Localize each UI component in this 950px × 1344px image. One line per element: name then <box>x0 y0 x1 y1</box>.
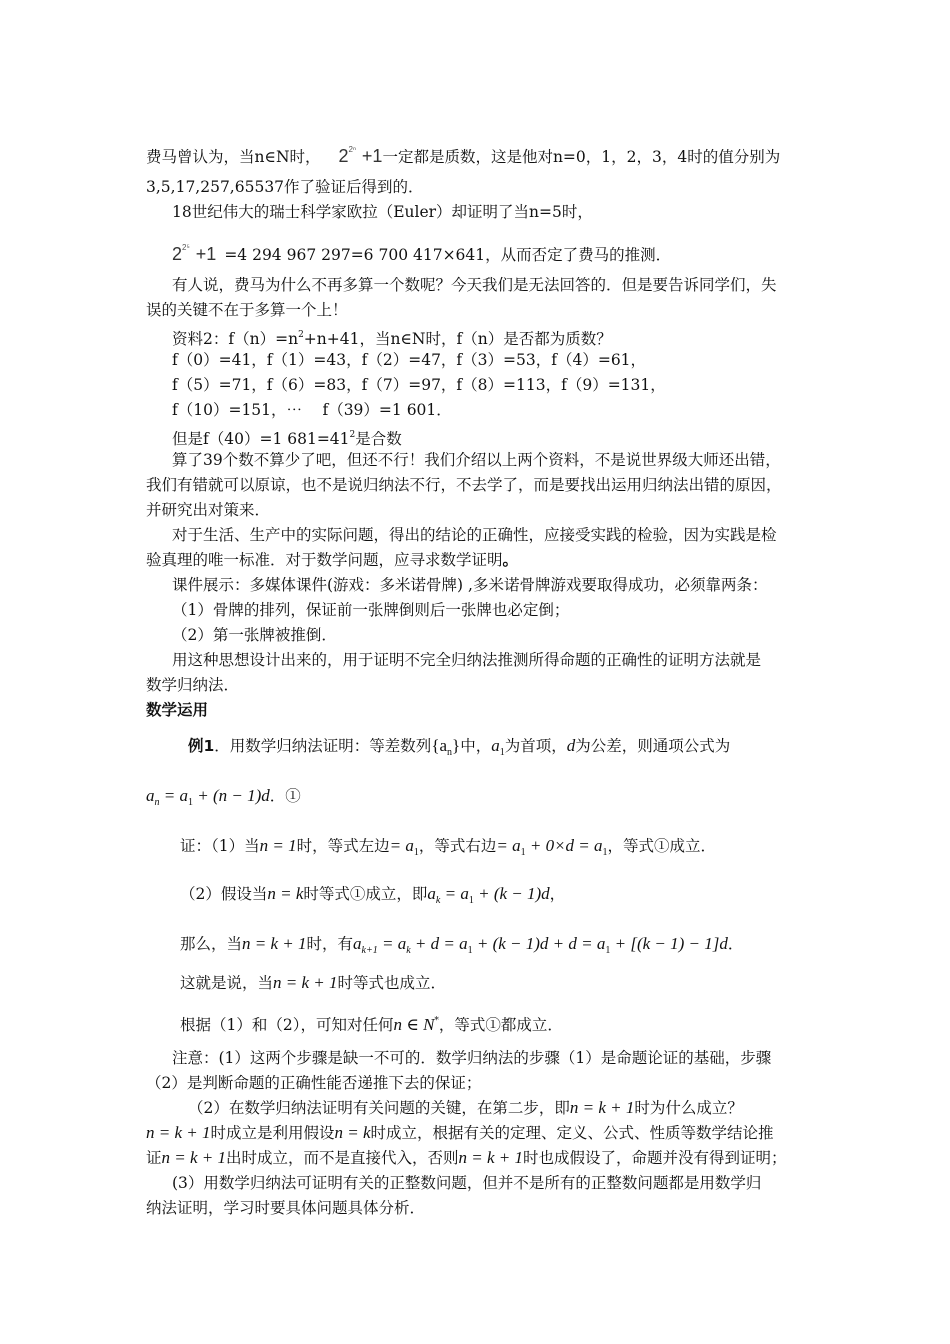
math: + d = a <box>410 934 468 953</box>
subscript: 1 <box>467 945 473 956</box>
plus-one: +1 <box>361 146 383 166</box>
subscript: 1 <box>413 847 419 858</box>
text: ，等式右边 <box>418 837 497 855</box>
proof-step-2 <box>180 884 565 911</box>
math: n = 1 <box>259 836 297 855</box>
composite-note <box>172 425 402 449</box>
text: +n+41，当n∈N时，f（n）是否都为质数？ <box>303 330 612 348</box>
text: 时等式①成立，即 <box>303 885 428 903</box>
text: （2）在数学归纳法证明有关问题的关键，在第二步，即 <box>188 1099 570 1117</box>
paragraph-practice-cont <box>146 550 518 570</box>
subscript: 1 <box>605 945 611 956</box>
domino-condition-2: （2）第一张牌被推倒． <box>172 626 337 644</box>
paragraph-induction: 用这种思想设计出来的，用于证明不完全归纳法推测所得命题的正确性的证明方法就是 <box>172 651 762 669</box>
note-1-cont: （2）是判断命题的正确性能否递推下去的保证； <box>146 1074 482 1092</box>
text: 时为什么成立？ <box>634 1099 743 1117</box>
paragraph-practice: 对于生活、生产中的实际问题，得出的结论的正确性，应接受实践的检验，因为实践是检 <box>172 526 777 544</box>
math: n = k + 1 <box>146 1123 211 1142</box>
power-exponent: 2ⁿ <box>348 145 356 154</box>
text: ． <box>727 935 744 953</box>
text: ，等式①都成立． <box>438 1016 563 1034</box>
subscript: 1 <box>468 895 474 906</box>
text: ．① <box>269 787 301 805</box>
text: 时也成假设了，命题并没有得到证明； <box>523 1149 787 1167</box>
math: n = k + 1 <box>273 973 338 992</box>
paragraph-euler-formula <box>172 238 671 265</box>
math: = a <box>496 836 521 855</box>
proof-conclusion <box>180 1011 563 1035</box>
subscript: n <box>447 747 453 758</box>
text: ，等式①成立． <box>607 837 717 855</box>
math: = a <box>389 836 414 855</box>
math: + (n − 1)d <box>192 786 270 805</box>
paragraph-remark: 有人说，费马为什么不再多算一个数呢？今天我们是无法回答的．但是要告诉同学们，失 <box>172 276 777 294</box>
math: + (k − 1)d + d = a <box>472 934 606 953</box>
math: n = k + 1 <box>161 1148 227 1167</box>
example-label: 例1 <box>188 737 215 755</box>
text: 一定都是质数，这是他对n=0，1，2，3，4时的值分别为 <box>382 148 781 166</box>
note-3: (3）用数学归纳法可证明有关的正整数问题，但并不是所有的正整数问题都是用数学归 <box>172 1174 762 1192</box>
text: 是合数 <box>355 430 402 448</box>
subscript: k <box>435 895 441 906</box>
values-row-1: f（0）=41，f（1）=43，f（2）=47，f（3）=53，f（4）=61， <box>172 351 647 369</box>
subscript: 1 <box>602 847 608 858</box>
power-exponent: 2⁵ <box>182 243 190 252</box>
text: 时等式也成立． <box>337 974 447 992</box>
text: 出时成立，而不是直接代入，否则 <box>226 1149 459 1167</box>
subscript: 1 <box>499 747 505 758</box>
subscript: 1 <box>520 847 526 858</box>
domino-condition-1: （1）骨牌的排列，保证前一张牌倒则后一张牌也必定倒； <box>172 601 570 619</box>
math: = a <box>440 884 469 903</box>
math: + [(k − 1) − 1]d <box>610 934 728 953</box>
math: a <box>146 786 155 805</box>
math: + (k − 1)d <box>473 884 550 903</box>
text: =4 294 967 297=6 700 417×641，从而否定了费马的推测． <box>224 246 672 264</box>
text: 费马曾认为，当n∈N时， <box>146 148 321 166</box>
math: + 0×d = a <box>525 836 603 855</box>
superscript: 2 <box>349 430 356 440</box>
text: ．用数学归纳法证明：等差数列 <box>214 737 432 755</box>
section-title: 数学运用 <box>146 701 209 719</box>
note-1: 注意：(1）这两个步骤是缺一不可的．数学归纳法的步骤（1）是命题论证的基础，步骤 <box>172 1049 772 1067</box>
formula-general-term <box>146 786 301 813</box>
math: n = k <box>334 1123 371 1142</box>
math: = a <box>159 786 188 805</box>
proof-step-4 <box>180 973 446 993</box>
text: 为公差，则通项公式为 <box>575 737 731 755</box>
paragraph-remark-cont: 误的关键不在于多算一个上！ <box>146 301 348 319</box>
text: 根据（1）和（2），可知对任何 <box>180 1016 394 1034</box>
subscript: k <box>406 945 411 956</box>
paragraph-39-cont: 我们有错就可以原谅，也不是说归纳法不行，不去学了，而是要找出运用归纳法出错的原因， <box>146 476 782 494</box>
text: ， <box>549 885 566 903</box>
note-2-cont <box>146 1148 787 1168</box>
math: = a <box>377 934 407 953</box>
math: d <box>566 736 576 755</box>
math: a <box>491 736 500 755</box>
courseware-display: 课件展示：多媒体课件(游戏：多米诺骨牌) ,多米诺骨牌游戏要取得成功，必须靠两条： <box>172 576 768 594</box>
subscript: n <box>154 797 160 808</box>
paragraph-euler: 18世纪伟大的瑞士科学家欧拉（Euler）却证明了当n=5时， <box>172 203 593 221</box>
note-3-cont: 纳法证明，学习时要具体问题具体分析． <box>146 1199 426 1217</box>
math: n = k <box>267 884 304 903</box>
math: n = k + 1 <box>242 934 307 953</box>
text: 证 <box>146 1149 162 1167</box>
math: {a <box>431 736 448 755</box>
note-2-cont <box>146 1123 774 1143</box>
paragraph-fermat <box>146 140 780 167</box>
power-base: 2 <box>172 244 183 264</box>
paragraph-induction-cont: 数学归纳法． <box>146 676 240 694</box>
plus-one: +1 <box>195 244 217 264</box>
power-base: 2 <box>338 146 349 166</box>
superscript: 2 <box>298 330 304 340</box>
text: 时，有 <box>306 935 354 953</box>
proof-step-1 <box>180 836 716 863</box>
text: 时成立是利用假设 <box>210 1124 335 1142</box>
note-2 <box>188 1098 743 1118</box>
text: 这就是说，当 <box>180 974 274 992</box>
text: 时成立，根据有关的定理、定义、公式、性质等数学结论推 <box>370 1124 774 1142</box>
values-row-2: f（5）=71，f（6）=83，f（7）=97，f（8）=113，f（9）=131， <box>172 376 666 394</box>
math: } <box>452 736 461 755</box>
text: 证：（1）当 <box>180 837 260 855</box>
math: n = k + 1 <box>569 1098 635 1117</box>
text: 为首项， <box>504 737 567 755</box>
proof-step-3 <box>180 934 743 961</box>
paragraph-39: 算了39个数不算少了吧，但还不行！我们介绍以上两个资料，不是说世界级大师还出错， <box>172 451 781 469</box>
example-1 <box>188 736 730 763</box>
text: 验真理的唯一标准．对于数学问题，应寻求数学证明 <box>146 551 503 569</box>
text: 但是f（40）=1 681=41 <box>172 430 350 448</box>
bold-period: 。 <box>502 551 519 569</box>
subscript: k+1 <box>361 945 378 956</box>
paragraph-fermat-cont: 3,5,17,257,65537作了验证后得到的． <box>146 178 424 196</box>
math: a <box>353 934 362 953</box>
text: 资料2：f（n）=n <box>172 330 299 348</box>
subscript: 1 <box>187 797 193 808</box>
values-row-3: f（10）=151，⋯ f（39）=1 601． <box>172 401 452 419</box>
math: a <box>427 884 436 903</box>
superscript: * <box>434 1016 439 1026</box>
math: n ∈ N <box>393 1015 435 1034</box>
text: 时，等式左边 <box>296 837 390 855</box>
math: n = k + 1 <box>458 1148 524 1167</box>
material-2 <box>172 325 612 349</box>
text: 那么，当 <box>180 935 243 953</box>
text: （2）假设当 <box>180 885 268 903</box>
text: 中， <box>460 737 492 755</box>
paragraph-39-cont: 并研究出对策来． <box>146 501 271 519</box>
